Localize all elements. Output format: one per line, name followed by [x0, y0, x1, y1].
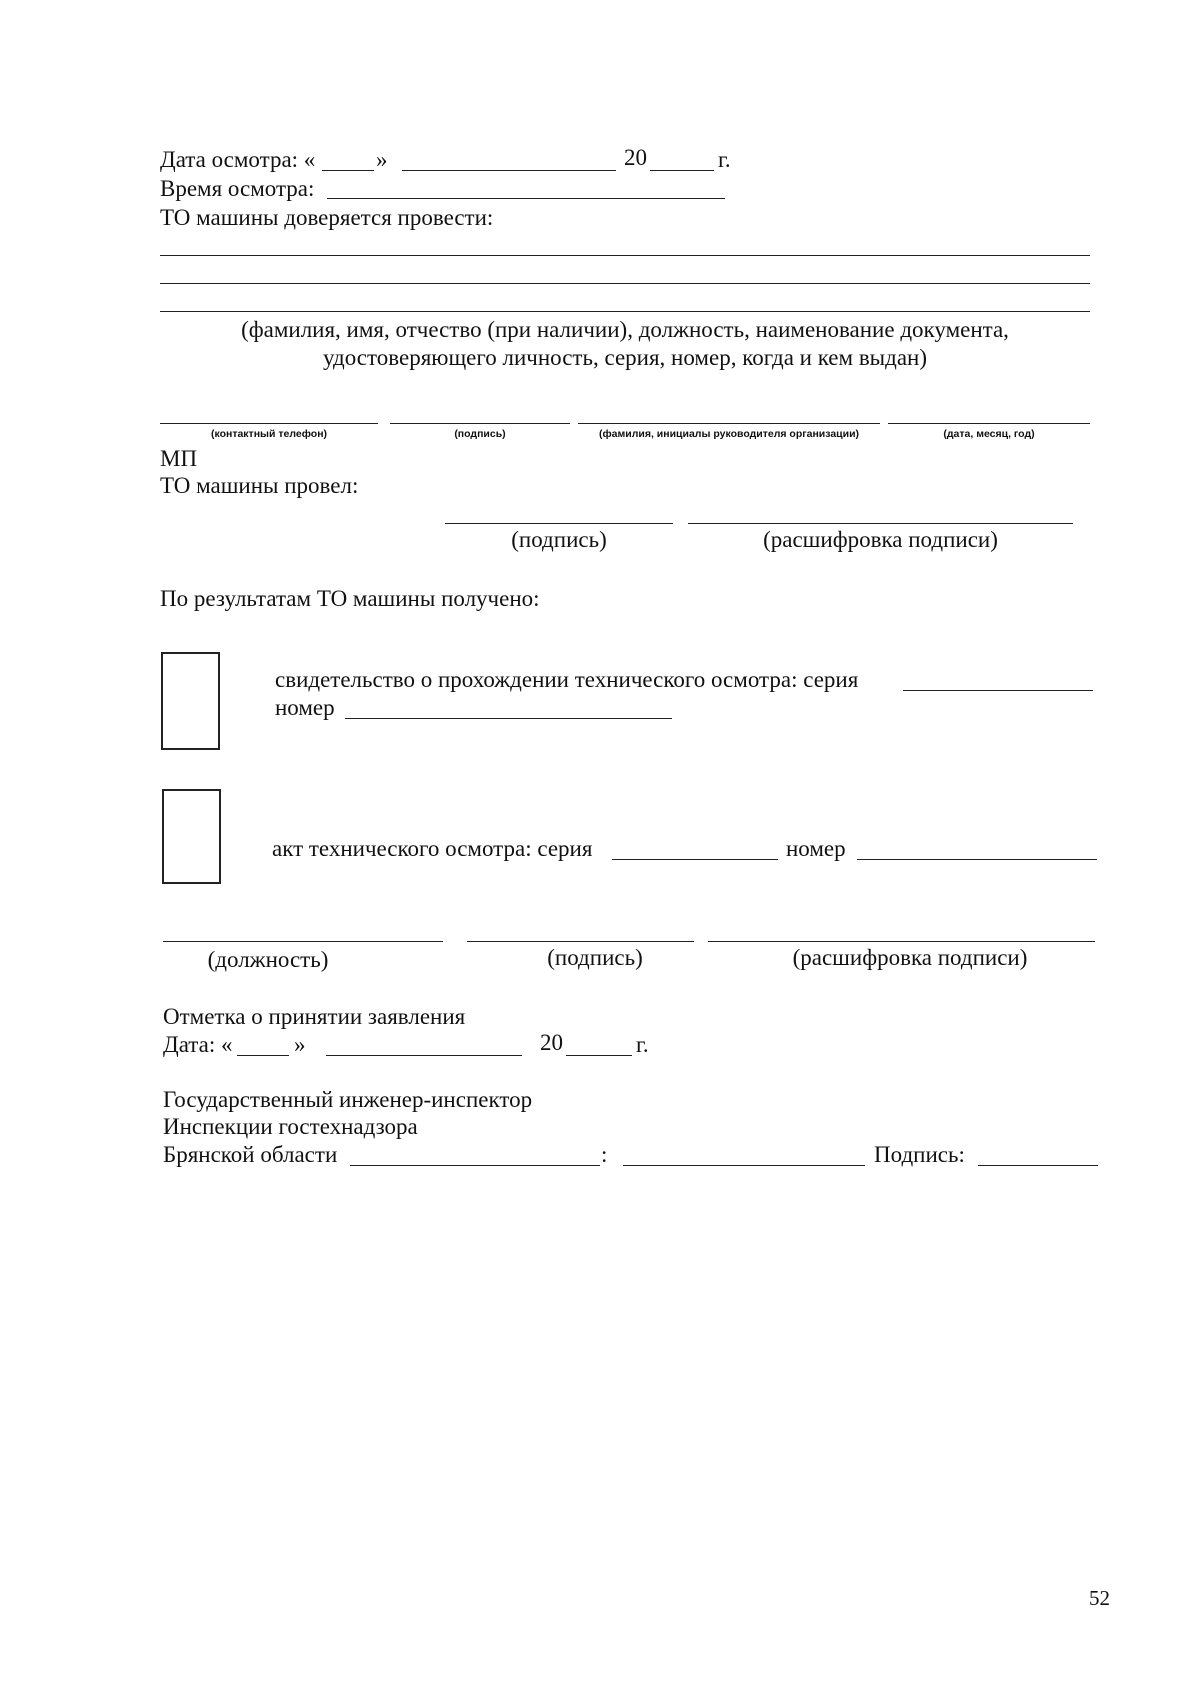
acceptance-date-close-quote: » — [294, 1032, 306, 1057]
official-signature-field[interactable] — [467, 941, 694, 942]
acceptance-year-prefix: 20 — [540, 1030, 563, 1055]
official-position-caption: (должность) — [207, 947, 329, 972]
org-head-name-caption: (фамилия, инициалы руководителя организации) — [598, 428, 860, 440]
act-number-field[interactable] — [857, 859, 1097, 860]
person-caption-line-2: удостоверяющего личность, серия, номер, когда и кем выдан) — [322, 345, 928, 370]
official-decode-caption: (расшифровка подписи) — [792, 945, 1028, 970]
acceptance-month-field[interactable] — [326, 1055, 522, 1056]
certificate-series-field[interactable] — [903, 690, 1093, 691]
acceptance-date-label: Дата: « — [163, 1032, 233, 1057]
official-signature-caption: (подпись) — [547, 945, 643, 970]
act-text: акт технического осмотра: серия — [272, 836, 593, 861]
inspection-year-suffix: г. — [718, 147, 731, 172]
certificate-text: свидетельство о прохождении технического осмотра: серия — [275, 667, 859, 692]
contact-phone-field[interactable] — [160, 423, 378, 424]
performer-decode-caption: (расшифровка подписи) — [763, 527, 998, 552]
contact-phone-caption: (контактный телефон) — [210, 428, 328, 440]
official-decode-field[interactable] — [708, 941, 1095, 942]
inspection-year-field[interactable] — [650, 170, 714, 171]
org-signature-field[interactable] — [390, 423, 570, 424]
org-head-name-field[interactable] — [578, 423, 880, 424]
entrusted-person-line-1[interactable] — [160, 255, 1090, 256]
entrusted-person-line-3[interactable] — [160, 311, 1090, 312]
act-number-label: номер — [786, 836, 846, 861]
results-label: По результатам ТО машины получено: — [160, 586, 540, 611]
inspection-month-field[interactable] — [402, 170, 616, 171]
certificate-checkbox[interactable] — [161, 652, 220, 750]
inspector-name-field[interactable] — [350, 1165, 600, 1166]
performer-decode-field[interactable] — [688, 523, 1073, 524]
performed-by-label: ТО машины провел: — [160, 473, 359, 498]
inspector-title-line-2: Инспекции гостехнадзора — [163, 1114, 418, 1139]
page-number: 52 — [1089, 1586, 1110, 1610]
inspector-decode-field[interactable] — [623, 1165, 865, 1166]
inspection-time-field[interactable] — [327, 198, 725, 199]
act-checkbox[interactable] — [162, 789, 221, 884]
inspection-date-close-quote: » — [376, 147, 388, 172]
inspection-date-label: Дата осмотра: « — [160, 147, 316, 172]
certificate-number-label: номер — [275, 695, 335, 720]
inspection-year-prefix: 20 — [624, 145, 647, 170]
entrusted-label: ТО машины доверяется провести: — [160, 205, 494, 230]
certificate-number-field[interactable] — [345, 718, 672, 719]
org-signature-caption: (подпись) — [454, 428, 506, 440]
org-date-field[interactable] — [888, 423, 1090, 424]
inspection-time-label: Время осмотра: — [160, 176, 315, 201]
inspector-title-line-1: Государственный инженер-инспектор — [163, 1087, 533, 1112]
acceptance-day-field[interactable] — [237, 1055, 289, 1056]
performer-signature-field[interactable] — [445, 523, 673, 524]
person-caption-line-1: (фамилия, имя, отчество (при наличии), должность, наименование документа, — [241, 317, 1009, 342]
acceptance-year-suffix: г. — [636, 1032, 649, 1057]
inspector-signature-field[interactable] — [978, 1165, 1098, 1166]
official-position-field[interactable] — [163, 941, 443, 942]
acceptance-year-field[interactable] — [566, 1055, 632, 1056]
org-date-caption: (дата, месяц, год) — [943, 428, 1035, 440]
stamp-mark: МП — [160, 446, 198, 471]
inspector-colon: : — [601, 1142, 608, 1167]
performer-signature-caption: (подпись) — [511, 527, 607, 552]
act-series-field[interactable] — [612, 859, 778, 860]
acceptance-label: Отметка о принятии заявления — [163, 1004, 466, 1029]
inspection-day-field[interactable] — [322, 170, 374, 171]
inspector-title-line-3: Брянской области — [163, 1142, 338, 1167]
entrusted-person-line-2[interactable] — [160, 283, 1090, 284]
inspector-signature-label: Подпись: — [874, 1142, 965, 1167]
